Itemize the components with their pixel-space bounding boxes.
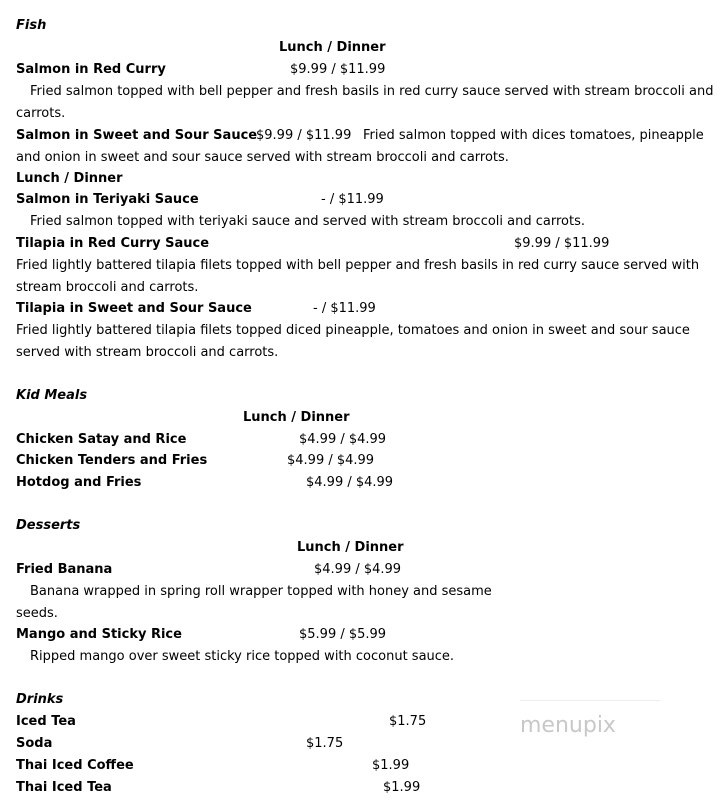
item-price: $1.75 bbox=[306, 736, 344, 751]
item-price: $9.99 / $11.99 bbox=[514, 236, 610, 251]
price-column-header: Lunch / Dinner bbox=[16, 171, 123, 186]
item-name: Tilapia in Red Curry Sauce bbox=[16, 236, 210, 251]
item-name: Chicken Tenders and Fries bbox=[16, 453, 208, 468]
item-description: stream broccoli and carrots. bbox=[16, 280, 199, 295]
item-name: Salmon in Red Curry bbox=[16, 62, 166, 77]
item-description: and onion in sweet and sour sauce served with stream broccoli and carrots. bbox=[16, 150, 509, 165]
item-description: Ripped mango over sweet sticky rice topped with coconut sauce. bbox=[30, 649, 455, 664]
item-description: Fried salmon topped with bell pepper and fresh basils in red curry sauce served with stream broccoli and bbox=[30, 84, 714, 99]
watermark-logo: menupix bbox=[520, 713, 616, 738]
section-heading-fish: Fish bbox=[16, 18, 47, 33]
price-column-header: Lunch / Dinner bbox=[297, 540, 404, 555]
item-description: Fried salmon topped with teriyaki sauce and served with stream broccoli and carrots. bbox=[30, 214, 585, 229]
item-name: Tilapia in Sweet and Sour Sauce bbox=[16, 301, 252, 316]
item-name: Thai Iced Coffee bbox=[16, 758, 134, 773]
item-name: Salmon in Sweet and Sour Sauce bbox=[16, 128, 258, 143]
item-price: $1.99 bbox=[383, 780, 421, 795]
item-price: $4.99 / $4.99 bbox=[299, 432, 387, 447]
item-description: Fried salmon topped with dices tomatoes, pineapple bbox=[363, 128, 704, 143]
item-price: $1.99 bbox=[372, 758, 410, 773]
item-name: Mango and Sticky Rice bbox=[16, 627, 182, 642]
item-description: served with stream broccoli and carrots. bbox=[16, 345, 279, 360]
item-name: Iced Tea bbox=[16, 714, 76, 729]
item-price: $1.75 bbox=[389, 714, 427, 729]
price-column-header: Lunch / Dinner bbox=[279, 40, 386, 55]
item-description: seeds. bbox=[16, 606, 58, 621]
item-name: Hotdog and Fries bbox=[16, 475, 142, 490]
item-name: Chicken Satay and Rice bbox=[16, 432, 187, 447]
item-price: $4.99 / $4.99 bbox=[306, 475, 394, 490]
watermark-divider bbox=[520, 700, 660, 701]
item-name: Salmon in Teriyaki Sauce bbox=[16, 192, 199, 207]
item-price: $5.99 / $5.99 bbox=[299, 627, 387, 642]
item-description: Banana wrapped in spring roll wrapper topped with honey and sesame bbox=[30, 584, 492, 599]
item-price: $4.99 / $4.99 bbox=[287, 453, 375, 468]
item-price: $9.99 / $11.99 bbox=[256, 128, 352, 143]
section-heading-drinks: Drinks bbox=[16, 692, 64, 707]
item-name: Thai Iced Tea bbox=[16, 780, 112, 795]
item-name: Fried Banana bbox=[16, 562, 113, 577]
price-column-header: Lunch / Dinner bbox=[243, 410, 350, 425]
item-name: Soda bbox=[16, 736, 53, 751]
item-description: Fried lightly battered tilapia filets topped diced pineapple, tomatoes and onion in sweet and sour sauce bbox=[16, 323, 690, 338]
item-price: $9.99 / $11.99 bbox=[290, 62, 386, 77]
item-price: - / $11.99 bbox=[313, 301, 376, 316]
item-description: Fried lightly battered tilapia filets topped with bell pepper and fresh basils in red curry sauce served with bbox=[16, 258, 700, 273]
section-heading-desserts: Desserts bbox=[16, 518, 81, 533]
item-description: carrots. bbox=[16, 106, 66, 121]
item-price: $4.99 / $4.99 bbox=[314, 562, 402, 577]
item-price: - / $11.99 bbox=[321, 192, 384, 207]
section-heading-kid-meals: Kid Meals bbox=[16, 388, 88, 403]
